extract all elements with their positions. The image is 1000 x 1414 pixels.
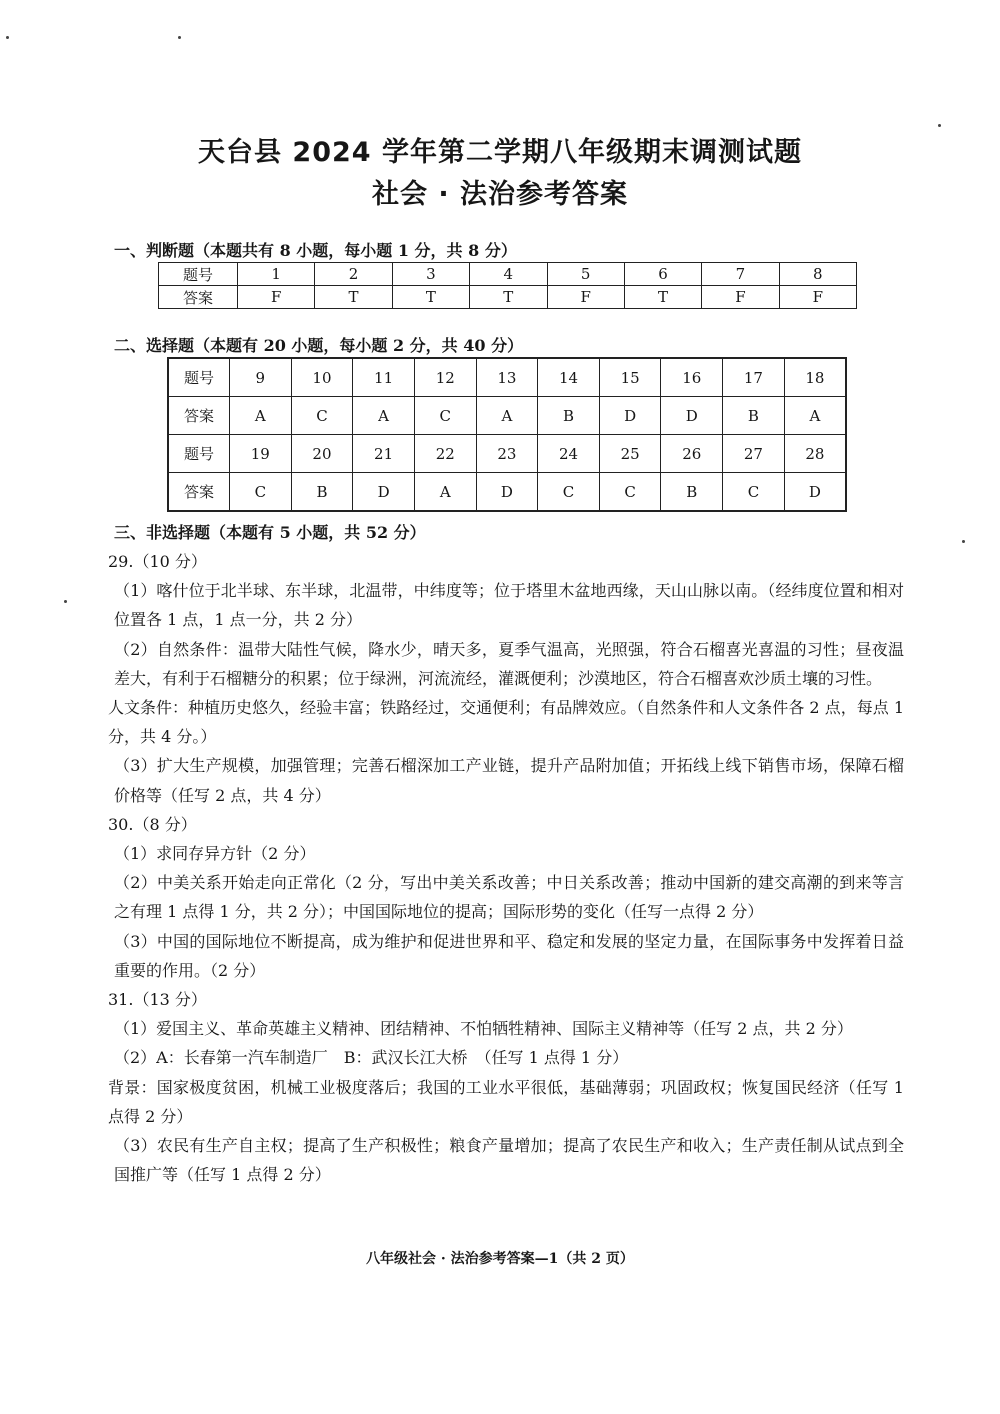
section-heading-nonchoice: 三、非选择题（本题有 5 小题，共 52 分） [114, 523, 426, 542]
question-number: 28 [784, 435, 846, 473]
scan-speck [6, 36, 9, 39]
question-heading: 29.（10 分） [108, 552, 207, 571]
answer-cell: A [414, 473, 476, 512]
question-number: 10 [291, 358, 353, 397]
answer-cell: C [230, 473, 292, 512]
table-row-numbers [168, 358, 846, 397]
question-number: 5 [547, 263, 624, 286]
answer-paragraph: （3）中国的国际地位不断提高，成为维护和促进世界和平、稳定和发展的坚定力量，在国际事务中发挥着日益重要的作用。（2 分） [114, 931, 904, 980]
row-label: 题号 [168, 435, 230, 473]
answer-cell: T [315, 286, 392, 309]
answer-paragraph: （1）喀什位于北半球、东半球，北温带，中纬度等；位于塔里木盆地西缘，天山山脉以南。（经纬度位置和相对位置各 1 点，1 点一分，共 2 分） [114, 581, 904, 630]
answer-cell: A [230, 397, 292, 435]
question-number: 24 [538, 435, 600, 473]
question-number: 8 [779, 263, 856, 286]
question-number: 6 [624, 263, 701, 286]
row-label: 题号 [159, 263, 238, 286]
answer-cell: B [291, 473, 353, 512]
question-number: 9 [230, 358, 292, 397]
table-row-answers [168, 397, 846, 435]
answer-cell: D [661, 397, 723, 435]
table-row-numbers [159, 263, 857, 286]
question-number: 20 [291, 435, 353, 473]
question-number: 26 [661, 435, 723, 473]
question-number: 19 [230, 435, 292, 473]
answer-paragraph: （1）求同存异方针（2 分） [114, 844, 316, 864]
answer-paragraph: 人文条件：种植历史悠久，经验丰富；铁路经过，交通便利；有品牌效应。（自然条件和人文条件各 2 点，每点 1 分，共 4 分。） [108, 698, 904, 747]
question-heading: 30.（8 分） [108, 814, 197, 834]
scan-speck [178, 36, 181, 39]
answer-paragraph: （3）扩大生产规模，加强管理；完善石榴深加工产业链，提升产品附加值；开拓线上线下销售市场，保障石榴价格等（任写 2 点，共 4 分） [114, 756, 904, 805]
answer-paragraph: 背景：国家极度贫困，机械工业极度落后；我国的工业水平很低，基础薄弱；巩固政权；恢复国民经济（任写 1 点得 2 分） [108, 1077, 904, 1126]
answer-cell: C [723, 473, 785, 512]
answer-cell: B [661, 473, 723, 512]
question-number: 23 [476, 435, 538, 473]
answer-cell: F [547, 286, 624, 309]
row-label: 答案 [168, 473, 230, 512]
scan-speck [64, 600, 67, 603]
page-footer: 八年级社会 · 法治参考答案—1（共 2 页） [366, 1251, 634, 1267]
row-label: 答案 [168, 397, 230, 435]
question-number: 11 [353, 358, 415, 397]
answer-cell: C [599, 473, 661, 512]
answer-cell: F [779, 286, 856, 309]
question-number: 22 [414, 435, 476, 473]
row-label: 答案 [159, 286, 238, 309]
question-number: 2 [315, 263, 392, 286]
question-number: 18 [784, 358, 846, 397]
question-number: 25 [599, 435, 661, 473]
answer-cell: D [784, 473, 846, 512]
answer-cell: B [723, 397, 785, 435]
row-label: 题号 [168, 358, 230, 397]
answer-paragraph: （2）A：长春第一汽车制造厂 B：武汉长江大桥 （任写 1 点得 1 分） [114, 1048, 629, 1068]
answer-paragraph: （2）自然条件：温带大陆性气候，降水少，晴天多，夏季气温高，光照强，符合石榴喜光喜温的习性；昼夜温差大，有利于石榴糖分的积累；位于绿洲，河流流经，灌溉便利；沙漠地区，符合石榴喜欢沙质土壤的习性。 [114, 639, 904, 688]
question-number: 21 [353, 435, 415, 473]
choice-answer-table [167, 357, 847, 512]
answer-cell: B [538, 397, 600, 435]
answer-cell: T [392, 286, 469, 309]
question-number: 3 [392, 263, 469, 286]
answer-cell: D [599, 397, 661, 435]
table-row-answers [168, 473, 846, 512]
question-heading: 31.（13 分） [108, 990, 207, 1010]
question-number: 4 [470, 263, 547, 286]
question-number: 17 [723, 358, 785, 397]
question-number: 12 [414, 358, 476, 397]
question-number: 16 [661, 358, 723, 397]
judgement-answer-table [158, 262, 857, 309]
section-heading-choice: 二、选择题（本题有 20 小题，每小题 2 分，共 40 分） [114, 336, 524, 355]
question-number: 1 [238, 263, 315, 286]
answer-cell: A [353, 397, 415, 435]
answer-cell: F [238, 286, 315, 309]
section-heading-judgement: 一、判断题（本题共有 8 小题，每小题 1 分，共 8 分） [114, 241, 517, 260]
answer-cell: D [476, 473, 538, 512]
table-row-numbers [168, 435, 846, 473]
question-number: 7 [702, 263, 779, 286]
question-number: 27 [723, 435, 785, 473]
scan-speck [938, 124, 941, 127]
answer-cell: C [291, 397, 353, 435]
answer-cell: T [624, 286, 701, 309]
table-row-answers [159, 286, 857, 309]
answer-cell: D [353, 473, 415, 512]
document-title: 天台县 2024 学年第二学期八年级期末调测试题 [198, 137, 802, 168]
answer-paragraph: （3）农民有生产自主权；提高了生产积极性；粮食产量增加；提高了农民生产和收入；生产责任制从试点到全国推广等（任写 1 点得 2 分） [114, 1136, 904, 1185]
document-subtitle: 社会 · 法治参考答案 [371, 179, 629, 210]
answer-cell: A [476, 397, 538, 435]
answer-cell: F [702, 286, 779, 309]
answer-cell: C [414, 397, 476, 435]
scan-speck [962, 540, 965, 543]
answer-paragraph: （2）中美关系开始走向正常化（2 分，写出中美关系改善；中日关系改善；推动中国新的建交高潮的到来等言之有理 1 点得 1 分，共 2 分）；中国国际地位的提高；国际形势的变化（任写一点得 2 分） [114, 873, 904, 922]
question-number: 15 [599, 358, 661, 397]
answer-cell: T [470, 286, 547, 309]
answer-cell: C [538, 473, 600, 512]
answer-paragraph: （1）爱国主义、革命英雄主义精神、团结精神、不怕牺牲精神、国际主义精神等（任写 2 点，共 2 分） [114, 1019, 853, 1039]
question-number: 14 [538, 358, 600, 397]
question-number: 13 [476, 358, 538, 397]
nonchoice-answers [108, 547, 904, 1189]
answer-cell: A [784, 397, 846, 435]
